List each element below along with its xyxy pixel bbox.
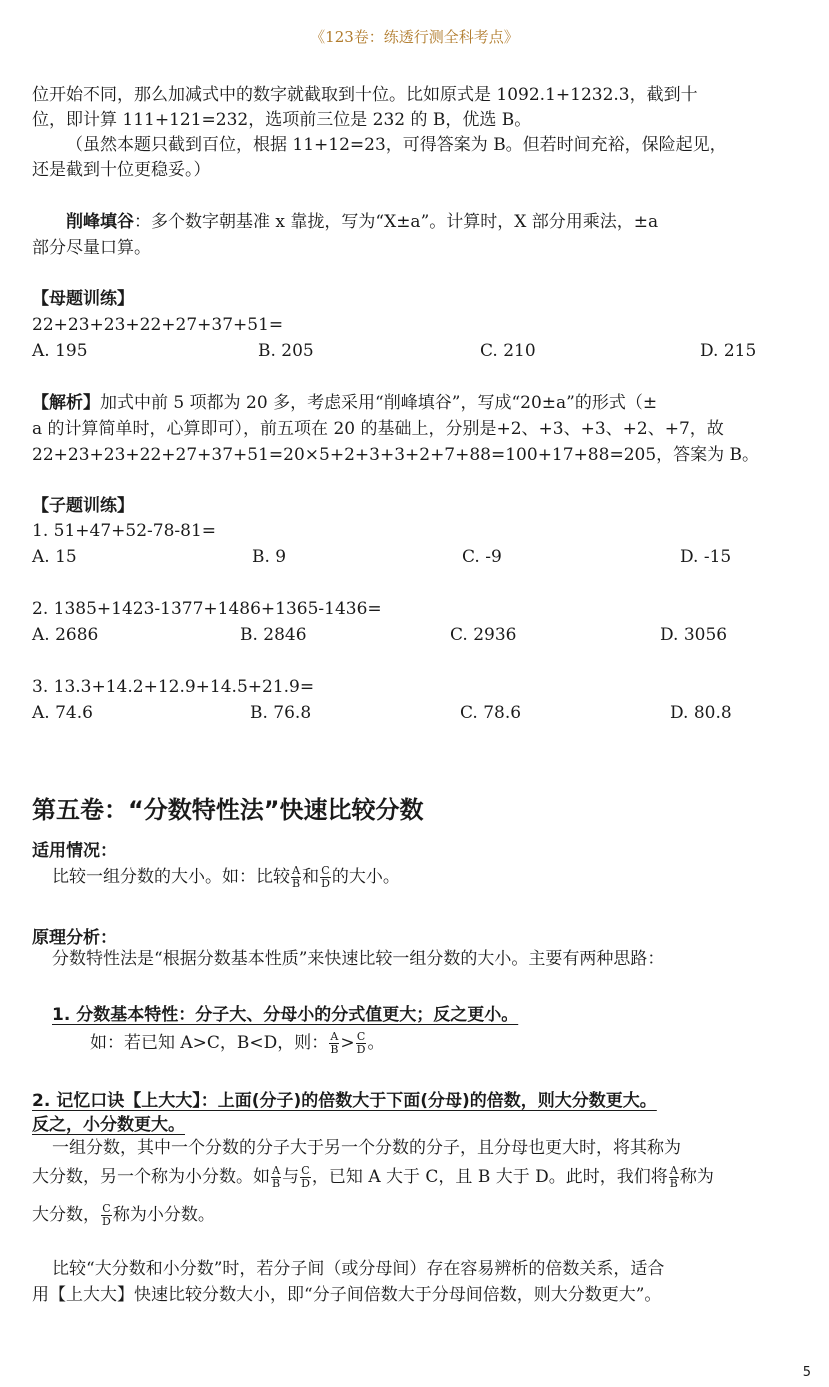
frac-num: C (321, 864, 330, 877)
child-q2-option-c: C. 2936 (450, 625, 517, 645)
child-q1: 1. 51+47+52-78-81= (32, 521, 217, 541)
frac-den: D (301, 1177, 310, 1190)
child-q3-option-d: D. 80.8 (670, 703, 732, 723)
frac-den: B (292, 877, 301, 890)
point2-para1-line3 (32, 1202, 215, 1229)
fraction-a-over-b (271, 1165, 281, 1190)
frac-num: A (330, 1030, 339, 1043)
child-q1-option-a: A. 15 (32, 547, 77, 567)
fraction-a-over-b (291, 865, 301, 890)
child-q2: 2. 1385+1423-1377+1486+1365-1436= (32, 599, 382, 619)
analysis-label: 【解析】 (32, 393, 100, 413)
point2-para1-line2 (32, 1164, 714, 1191)
frac-num: A (669, 1164, 678, 1177)
applicable-text (52, 864, 400, 891)
point2-para1-line1: 一组分数，其中一个分数的分子大于另一个分数的分子，且分母也更大时，将其称为 (52, 1138, 681, 1158)
frac-den: B (669, 1177, 678, 1190)
frac-num: C (102, 1202, 111, 1215)
fraction-c-over-d (320, 865, 331, 890)
frac-den: D (102, 1215, 111, 1228)
frac-den: B (330, 1043, 339, 1056)
point2-para2-line1: 比较“大分数和小分数”时，若分子间（或分母间）存在容易辨析的倍数关系，适合 (52, 1259, 665, 1279)
fraction-a-over-b (329, 1031, 339, 1056)
xuefeng-label: 削峰填谷 (66, 212, 134, 232)
point2-text-e: 大分数， (32, 1205, 100, 1225)
point2-para2-line2: 用【上大大】快速比较分数大小，即“分子间倍数大于分母间倍数，则大分数更大”。 (32, 1285, 662, 1305)
point2-text-f: 称为小分数。 (112, 1205, 215, 1225)
frac-den: D (356, 1043, 366, 1056)
applicable-heading: 适用情况： (32, 841, 117, 861)
frac-den: B (272, 1177, 281, 1190)
xuefeng-line2: 部分尽量口算。 (32, 238, 151, 258)
analysis-line3: 22+23+23+22+27+37+51=20×5+2+3+3+2+7+88=100+17+88=205，答案为 B。 (32, 445, 760, 465)
child-q2-option-d: D. 3056 (660, 625, 728, 645)
point2-text-b: 与 (282, 1167, 300, 1187)
point2-text-a: 大分数，另一个称为小分数。如 (32, 1167, 270, 1187)
para1-line4: 还是截到十位更稳妥。） (32, 160, 211, 180)
section-title: 第五卷：“分数特性法”快速比较分数 (32, 796, 424, 824)
point1-example-end: 。 (367, 1033, 385, 1053)
frac-num: A (292, 864, 301, 877)
child-q2-option-b: B. 2846 (240, 625, 307, 645)
point2-title-line1: 2. 记忆口诀【上大大】：上面(分子)的倍数大于下面(分母)的倍数，则大分数更大。 (32, 1091, 657, 1111)
principle-text: 分数特性法是“根据分数基本性质”来快速比较一组分数的大小。主要有两种思路： (52, 949, 665, 969)
applicable-text-a: 比较一组分数的大小。如：比较 (52, 867, 290, 887)
child-q3-option-b: B. 76.8 (250, 703, 312, 723)
point2-text-d: 称为 (679, 1167, 714, 1187)
para1-line2: 位，即计算 111+121=232，选项前三位是 232 的 B，优选 B。 (32, 110, 532, 130)
page-number: 5 (802, 1365, 811, 1380)
frac-num: A (272, 1164, 281, 1177)
running-header: 《123卷：练透行测全科考点》 (310, 28, 519, 46)
mother-option-a: A. 195 (32, 341, 88, 361)
child-q1-option-d: D. -15 (680, 547, 732, 567)
child-q3-option-c: C. 78.6 (460, 703, 522, 723)
frac-num: C (301, 1164, 310, 1177)
mother-question: 22+23+23+22+27+37+51= (32, 315, 284, 335)
analysis-line2: a 的计算简单时，心算即可），前五项在 20 的基础上，分别是+2、+3、+3、+2、+7，故 (32, 419, 724, 439)
para1-line1: 位开始不同，那么加减式中的数字就截取到十位。比如原式是 1092.1+1232.3，截到十 (32, 85, 698, 105)
child-q1-option-c: C. -9 (462, 547, 502, 567)
child-q3: 3. 13.3+14.2+12.9+14.5+21.9= (32, 677, 315, 697)
mother-option-d: D. 215 (700, 341, 757, 361)
child-q3-option-a: A. 74.6 (32, 703, 93, 723)
frac-num: C (356, 1030, 366, 1043)
frac-den: D (321, 877, 330, 890)
analysis-text1: 加式中前 5 项都为 20 多，考虑采用“削峰填谷”，写成“20±a”的形式（± (100, 393, 658, 413)
point1-example (90, 1030, 384, 1057)
applicable-text-c: 的大小。 (331, 867, 400, 887)
xuefeng-text1: ：多个数字朝基准 x 靠拢，写为“X±a”。计算时，X 部分用乘法，±a (134, 212, 659, 232)
applicable-text-b: 和 (302, 867, 320, 887)
point2-title-line2: 反之，小分数更大。 (32, 1115, 185, 1135)
child-title: 【子题训练】 (32, 496, 134, 516)
point2-text-c: ，已知 A 大于 C，且 B 大于 D。此时，我们将 (311, 1167, 668, 1187)
mother-option-b: B. 205 (258, 341, 314, 361)
mother-title: 【母题训练】 (32, 289, 134, 309)
child-q2-option-a: A. 2686 (32, 625, 99, 645)
principle-heading: 原理分析： (32, 928, 117, 948)
point1-example-text: 如：若已知 A>C，B<D，则： (90, 1033, 329, 1053)
mother-option-c: C. 210 (480, 341, 536, 361)
para1-line3: （虽然本题只截到百位，根据 11+12=23，可得答案为 B。但若时间充裕，保险起见， (66, 135, 727, 155)
fraction-a-over-b (669, 1165, 679, 1190)
point1-title: 1. 分数基本特性：分子大、分母小的分式值更大；反之更小。 (52, 1005, 519, 1025)
fraction-c-over-d (101, 1203, 112, 1228)
child-q1-option-b: B. 9 (252, 547, 287, 567)
xuefeng-line1 (66, 209, 658, 236)
fraction-c-over-d (300, 1165, 311, 1190)
analysis-line1 (32, 390, 657, 417)
greater-than-sign: > (340, 1033, 355, 1053)
fraction-c-over-d (356, 1031, 367, 1056)
